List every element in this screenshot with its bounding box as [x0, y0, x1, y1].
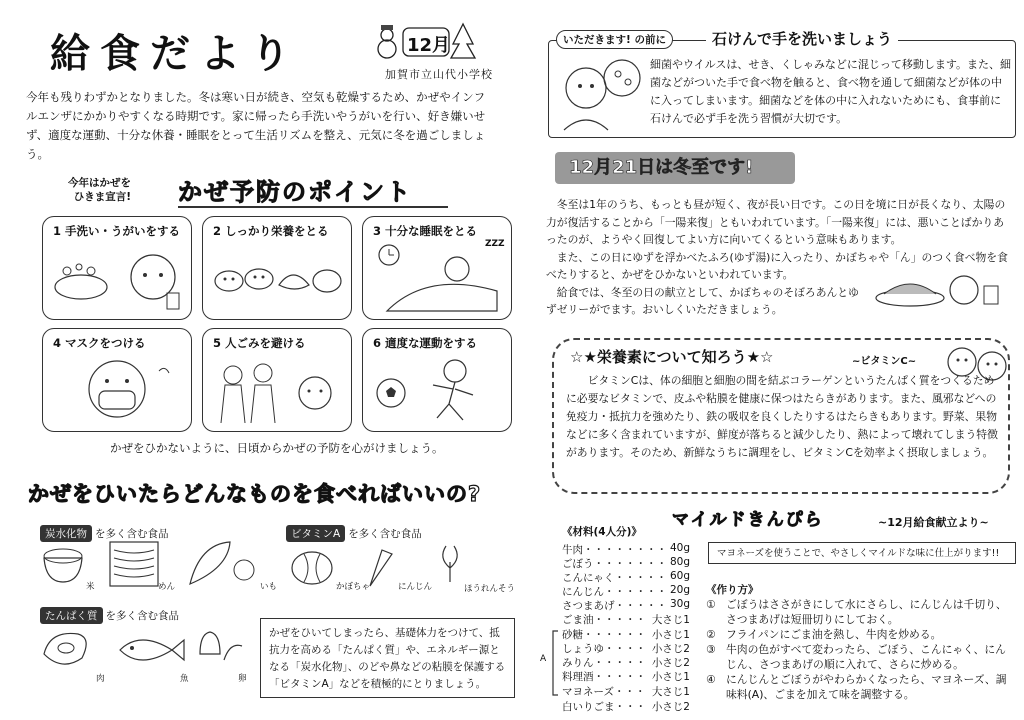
slogan-line-2: ひきま宣言! — [73, 191, 131, 203]
method-step — [706, 628, 1016, 643]
ingredient-amount: 小さじ2 — [651, 657, 690, 669]
foods-heading: かぜをひいたらどんなものを食べればいいの? — [28, 482, 482, 506]
food-group-label: たんぱく質 — [40, 607, 103, 624]
ingredient-amount: 60g — [669, 570, 690, 582]
school-name: 加賀市立山代小学校 — [385, 68, 493, 81]
ingredient-amount: 40g — [669, 542, 690, 554]
soccer-child-icon — [367, 353, 507, 427]
food-item-spinach: ほうれんそう — [464, 584, 516, 594]
ingredient-name: ごぼう・・・・・・・ — [562, 558, 667, 570]
step-number: ② — [706, 628, 716, 641]
month-label: 12月 — [407, 35, 451, 56]
solstice-paragraph: 給食では、冬至の日の献立として、かぼちゃのそぼろあんとゆずゼリーがでます。おいしくいただきましょう。 — [546, 285, 859, 316]
tip-label: 6 適度な運動をする — [373, 336, 478, 350]
method-heading: 《作り方》 — [706, 584, 759, 596]
slogan — [68, 176, 131, 204]
tip-label: 2 しっかり栄養をとる — [213, 224, 329, 238]
vitamin-c-title: ☆★栄養素について知ろう★☆ — [570, 348, 774, 366]
vitamin-c-text: ビタミンCは、体の細胞と細胞の間を結ぶコラーゲンというたんぱく質をつくるために必要なビタミンで、皮ふや粘膜を健康に保つはたらきがあります。また、風邪などへの免疫力・抵抗力を強めたり、鉄の吸収を良くしたりするはたらきもあります。野菜、果物などに多く含まれていますが、鮮度が落ちると減少したり、熱によって壊れてしまう特徴があります。そのため、新鮮なうちに調理をし、ビタミンCを効率よく摂取しましょう。 — [566, 374, 998, 459]
solstice-banner: 12月21日は冬至です! — [555, 152, 795, 184]
ingredients-heading: 《材料(4人分)》 — [562, 526, 642, 538]
ingredient-name: しょうゆ・・・・ — [562, 643, 646, 655]
ingredient-amount: 小さじ1 — [651, 671, 690, 683]
cold-advice-box: かぜをひいてしまったら、基礎体力をつけて、抵抗力を高める「たんぱく質」や、エネルギー源となる「炭水化物」、のどや鼻などの粘膜を保護する「ビタミンA」などを積極的にとりましょう。 — [260, 618, 515, 698]
ingredient-name: こんにゃく・・・・・ — [562, 572, 667, 584]
month-badge — [375, 22, 477, 62]
ingredient-amount: 小さじ2 — [651, 701, 690, 713]
tip-card-exercise — [362, 328, 512, 432]
title-underline — [178, 204, 448, 210]
mask-child-icon — [47, 353, 187, 427]
ingredient-name: 砂糖・・・・・・ — [562, 629, 646, 641]
method-step — [706, 643, 1016, 672]
food-item-potato: いも — [260, 582, 278, 592]
intro-text: 今年も残りわずかとなりました。冬は寒い日が続き、空気も乾燥するため、かぜやインフルエンザにかかりやすくなる時期です。家に帰ったら手洗いやうがいを行い、好き嫌いせず、適度な運動、十分な休養・睡眠をとって生活リズムを整え、元気に冬を過ごしましょう。 — [26, 90, 486, 161]
handwash-child-icon — [556, 56, 646, 132]
vitamin-c-subtitle: ~ビタミンC~ — [852, 356, 917, 367]
ingredient-name: にんじん・・・・・・ — [562, 586, 667, 598]
step-text: 牛肉の色がすべて変わったら、ごぼう、こんにゃく、にんじん、さつまあげの順に入れて、さらに炒める。 — [726, 643, 1006, 671]
seasoning-group-label: A — [540, 654, 547, 664]
crowd-icon — [207, 353, 347, 427]
method-step — [706, 598, 1016, 627]
food-group-label: ビタミンA — [286, 525, 345, 542]
ingredient-amount: 20g — [669, 584, 690, 596]
protein-foods-icon — [40, 624, 250, 674]
solstice-paragraph: また、この日にゆずを浮かべたふろ(ゆず湯)に入ったり、かぼちゃや「ん」のつく食べ物を食べたりすると、かぜをひかないといわれています。 — [546, 250, 1008, 281]
tip-card-handwash — [42, 216, 192, 320]
tip-card-sleep — [362, 216, 512, 320]
meal-bowls-icon — [207, 241, 347, 315]
sleeping-child-icon — [367, 241, 507, 315]
prevention-title: かぜ予防のポイント — [178, 178, 412, 206]
recipe-note: マヨネーズを使うことで、やさしくマイルドな味に仕上がります!! — [708, 542, 1016, 564]
food-item-fish: 魚 — [180, 674, 189, 684]
food-group-vitamin-a — [286, 522, 422, 542]
ingredient-name: ごま油・・・・・ — [562, 614, 646, 626]
tip-label: 1 手洗い・うがいをする — [53, 224, 181, 238]
ingredient-amount: 小さじ1 — [651, 629, 690, 641]
step-text: フライパンにごま油を熱し、牛肉を炒める。 — [726, 628, 942, 641]
sleep-sound: ZZZ — [485, 239, 505, 249]
method-step — [706, 673, 1016, 702]
solstice-paragraph: 冬至は1年のうち、もっとも昼が短く、夜が長い日です。この日を境に日が長くなり、太陽の力が復活することから「一陽来復」ともいわれています。「一陽来復」には、悪いことばかりあったのが、ようやく回復してよい方に向いてくるという意味もあります。 — [546, 198, 1006, 246]
carb-foods-icon — [40, 540, 260, 590]
tip-card-mask — [42, 328, 192, 432]
step-text: にんじんとごぼうがやわらかくなったら、マヨネーズ、調味料(A)、ごまを加えて味を調整する。 — [726, 673, 1007, 701]
ingredient-name: マヨネーズ・・・ — [562, 686, 646, 698]
tip-card-crowds — [202, 328, 352, 432]
tip-label: 3 十分な睡眠をとる — [373, 224, 478, 238]
handwash-gargle-icon — [47, 241, 187, 315]
ingredient-name: さつまあげ・・・・・ — [562, 600, 667, 612]
food-group-rest: を多く含む食品 — [348, 528, 422, 540]
ingredient-name: 白いりごま・・・ — [562, 701, 646, 713]
ingredient-amount: 大さじ1 — [651, 686, 690, 698]
ingredient-amount: 小さじ2 — [651, 643, 690, 655]
food-group-carbs — [40, 522, 169, 542]
food-group-rest: を多く含む食品 — [95, 528, 169, 540]
food-item-rice: 米 — [86, 582, 95, 592]
food-item-pumpkin: かぼちゃ — [336, 582, 371, 592]
handwash-text: 細菌やウイルスは、せき、くしゃみなどに混じって移動します。また、細菌などがついた手で食べ物を触ると、食べ物を通して細菌などが体の中に入ってしまいます。細菌などを体の中に入れないためにも、食事前に石けんで必ず手を洗う習慣が大切です。 — [650, 58, 1012, 125]
handwash-title: 石けんで手を洗いましょう — [706, 28, 898, 49]
step-text: ごぼうはささがきにして水にさらし、にんじんは千切り、さつまあげは短冊切りにしておく。 — [726, 598, 1007, 626]
tip-card-nutrition — [202, 216, 352, 320]
food-item-meat: 肉 — [96, 674, 105, 684]
food-group-label: 炭水化物 — [40, 525, 92, 542]
step-number: ① — [706, 598, 716, 611]
handwash-tag: いただきます! の前に — [556, 30, 673, 49]
slogan-line-1: 今年はかぜを — [68, 177, 131, 189]
ingredient-amount: 80g — [669, 556, 690, 568]
food-item-carrot: にんじん — [398, 582, 433, 592]
newsletter-title: 給食だより — [50, 30, 300, 77]
food-group-rest: を多く含む食品 — [105, 610, 179, 622]
tip-label: 4 マスクをつける — [53, 336, 146, 350]
ingredient-amount: 30g — [669, 598, 690, 610]
prevention-caption: かぜをひかないように、日頃からかぜの予防を心がけましょう。 — [110, 441, 444, 455]
ingredient-name: みりん・・・・・ — [562, 657, 646, 669]
recipe-title: マイルドきんぴら — [672, 510, 824, 530]
recipe-source: ~12月給食献立より~ — [878, 516, 989, 529]
ingredient-amount: 大さじ1 — [651, 614, 690, 626]
tip-label: 5 人ごみを避ける — [213, 336, 306, 350]
step-number: ③ — [706, 643, 716, 656]
step-number: ④ — [706, 673, 716, 686]
food-item-egg: 卵 — [238, 674, 247, 684]
pumpkin-dish-icon — [874, 264, 1004, 310]
seasoning-bracket — [548, 630, 560, 696]
ingredient-name: 牛肉・・・・・・・・ — [562, 544, 667, 556]
food-group-protein — [40, 604, 179, 624]
ingredient-name: 料理酒・・・・・ — [562, 671, 646, 683]
food-item-noodles: めん — [158, 582, 176, 592]
